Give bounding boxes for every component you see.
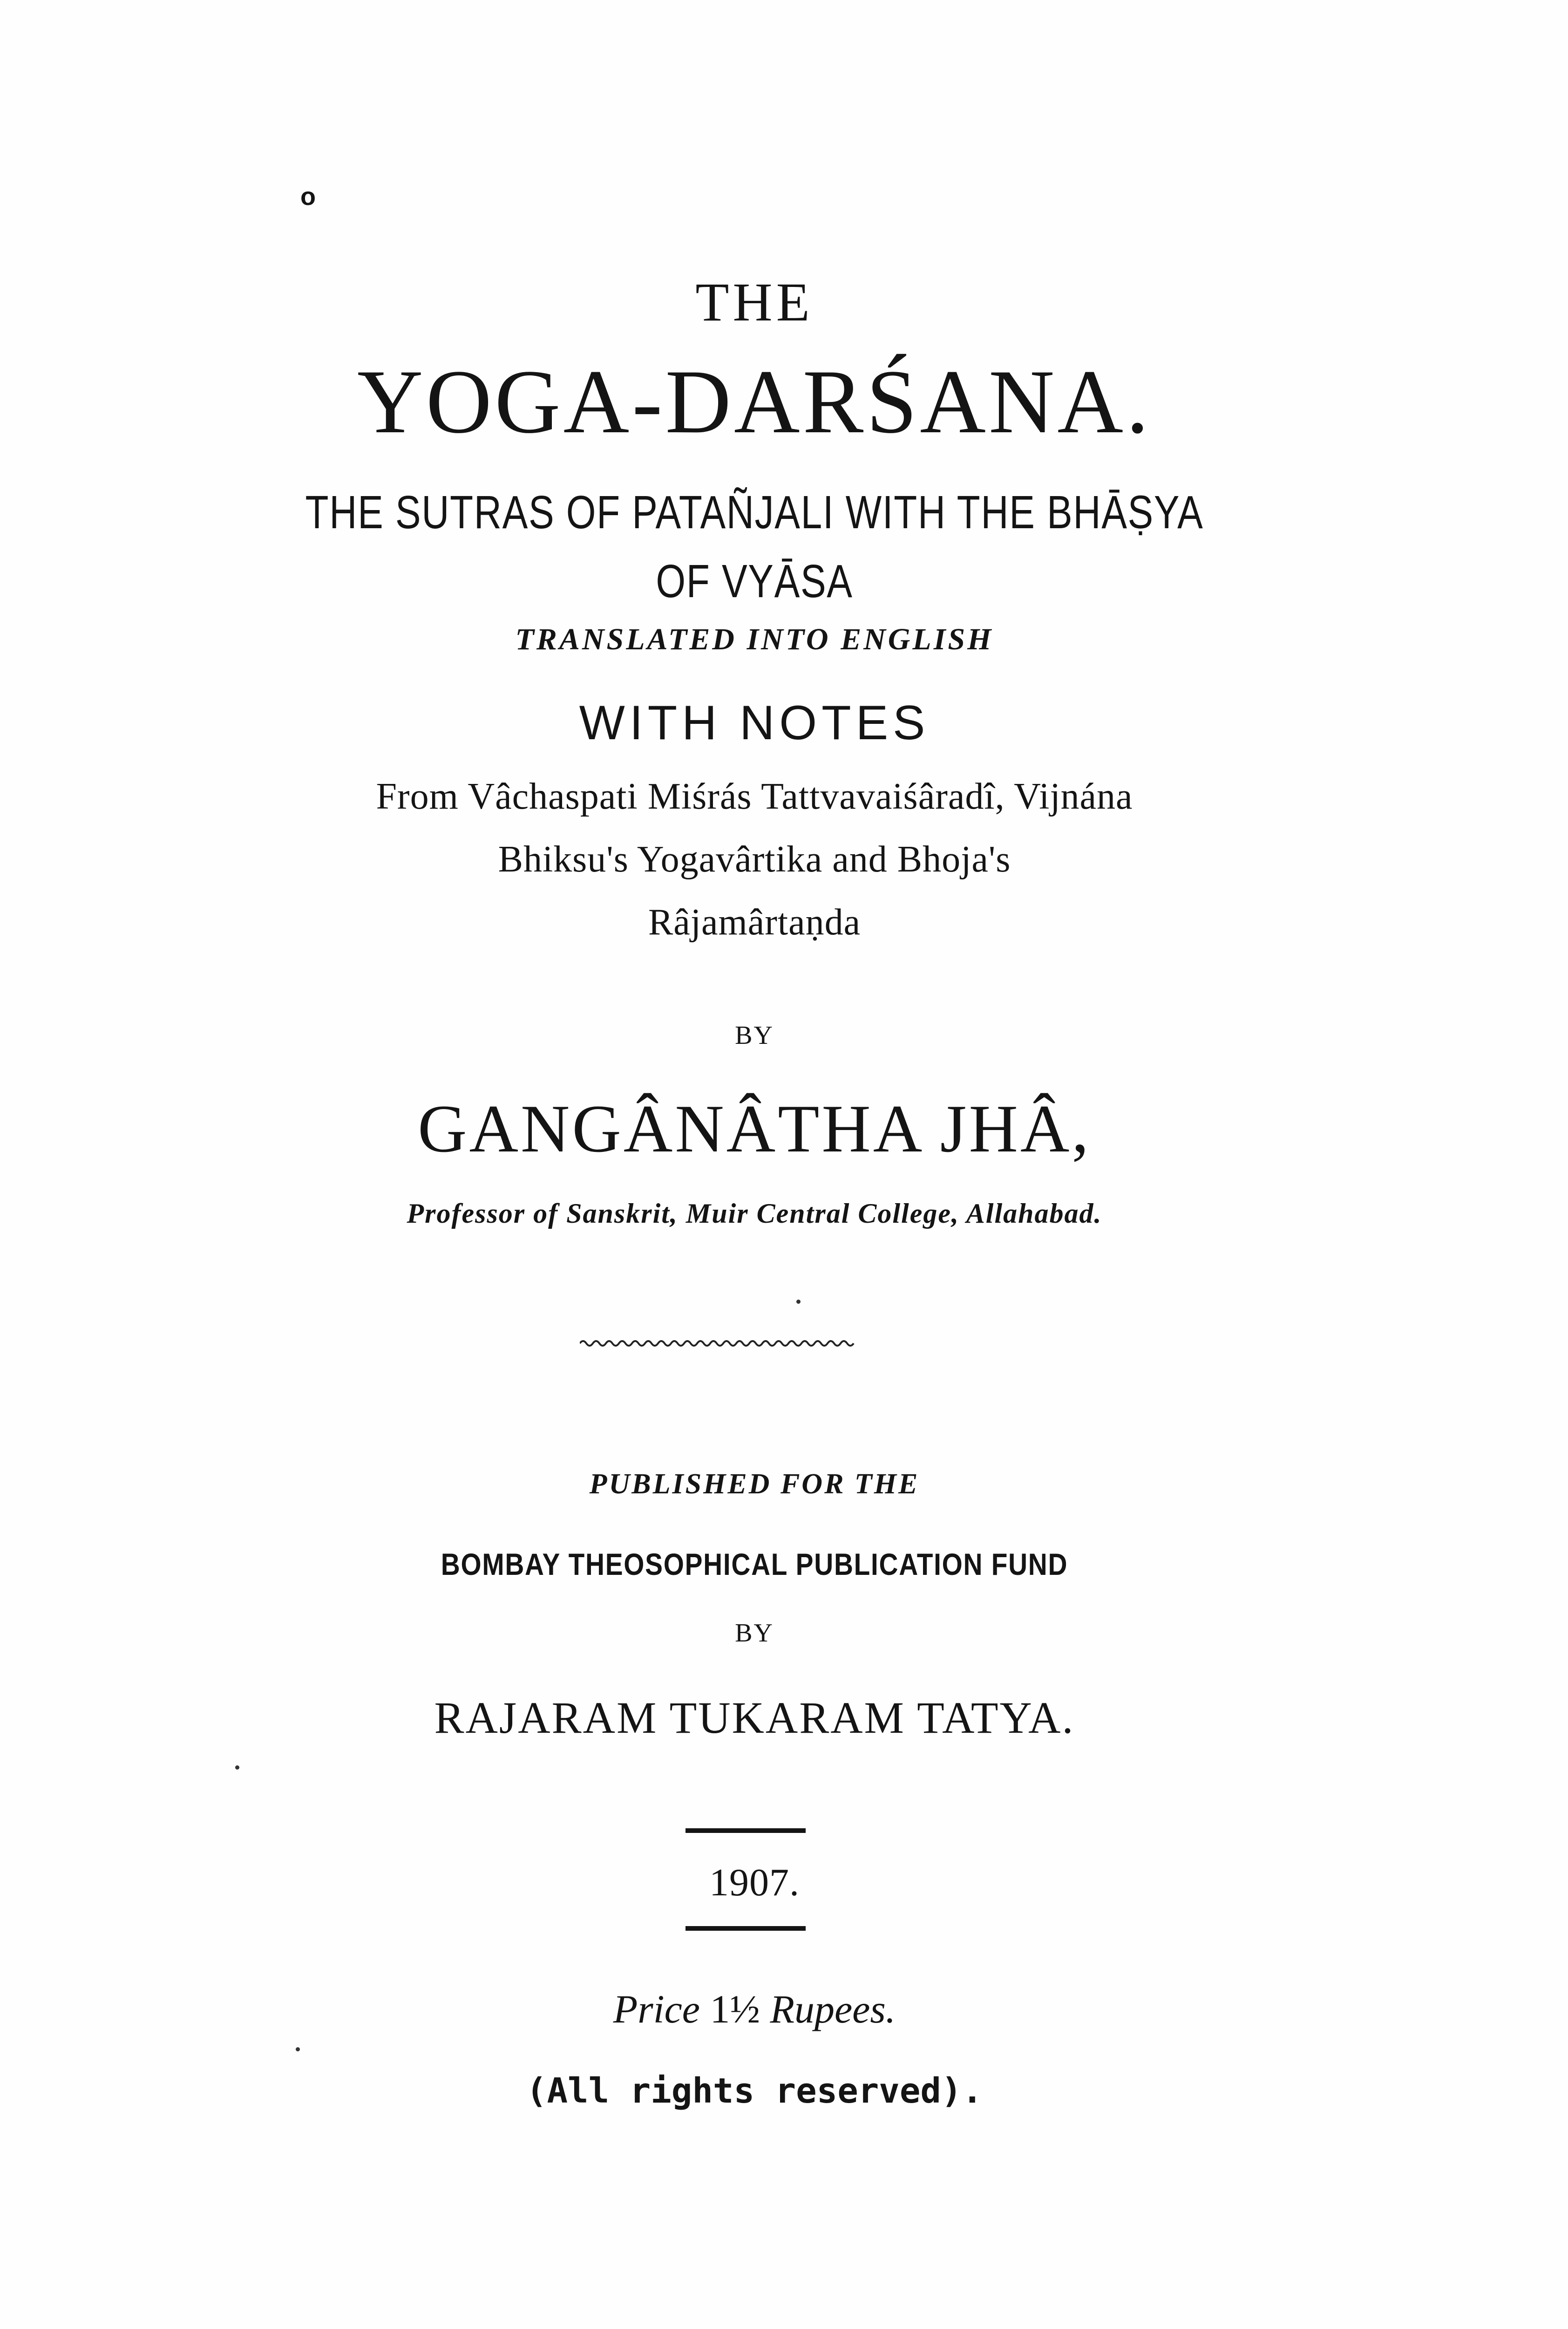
author-role: Professor of Sanskrit, Muir Central College, Allahabad. <box>407 1198 1102 1229</box>
rights-notice: (All rights reserved). <box>526 2071 983 2111</box>
wavy-rule-divider <box>580 1338 855 1349</box>
publication-year: 1907. <box>709 1861 800 1904</box>
with-notes-heading: WITH NOTES <box>579 696 930 750</box>
notes-source-line-3: Râjamârtaṇda <box>648 902 861 943</box>
price-line <box>0 1989 1509 2029</box>
title-article: THE <box>695 272 814 333</box>
subtitle-line-1: THE SUTRAS OF PATAÑJALI WITH THE BHĀṢYA <box>305 486 1204 538</box>
speck <box>796 1300 801 1304</box>
by-publisher-label: BY <box>735 1619 774 1648</box>
rule-above-year <box>686 1828 806 1833</box>
corner-mark: o <box>300 183 316 211</box>
speck <box>296 2047 300 2051</box>
translated-note: TRANSLATED INTO ENGLISH <box>515 622 994 656</box>
main-title: YOGA-DARŚANA. <box>357 351 1152 452</box>
price-unit: Rupees. <box>770 1987 896 2031</box>
by-author-label: BY <box>735 1021 774 1050</box>
subtitle-line-2: OF VYĀSA <box>656 555 853 607</box>
price-amount: 1½ <box>710 1987 760 2031</box>
notes-source-line-2: Bhiksu's Yogavârtika and Bhoja's <box>498 839 1011 880</box>
publication-fund: BOMBAY THEOSOPHICAL PUBLICATION FUND <box>441 1547 1068 1581</box>
speck <box>235 1765 239 1770</box>
notes-source-line-1: From Vâchaspati Miśrás Tattvavaiśâradî, Vijnána <box>376 776 1133 817</box>
publisher-name: RAJARAM TUKARAM TATYA. <box>434 1693 1075 1743</box>
price-prefix: Price <box>613 1987 700 2031</box>
rule-below-year <box>686 1926 806 1931</box>
author-name: GANGÂNÂTHA JHÂ, <box>418 1091 1091 1166</box>
published-for-label: PUBLISHED FOR THE <box>589 1468 920 1500</box>
